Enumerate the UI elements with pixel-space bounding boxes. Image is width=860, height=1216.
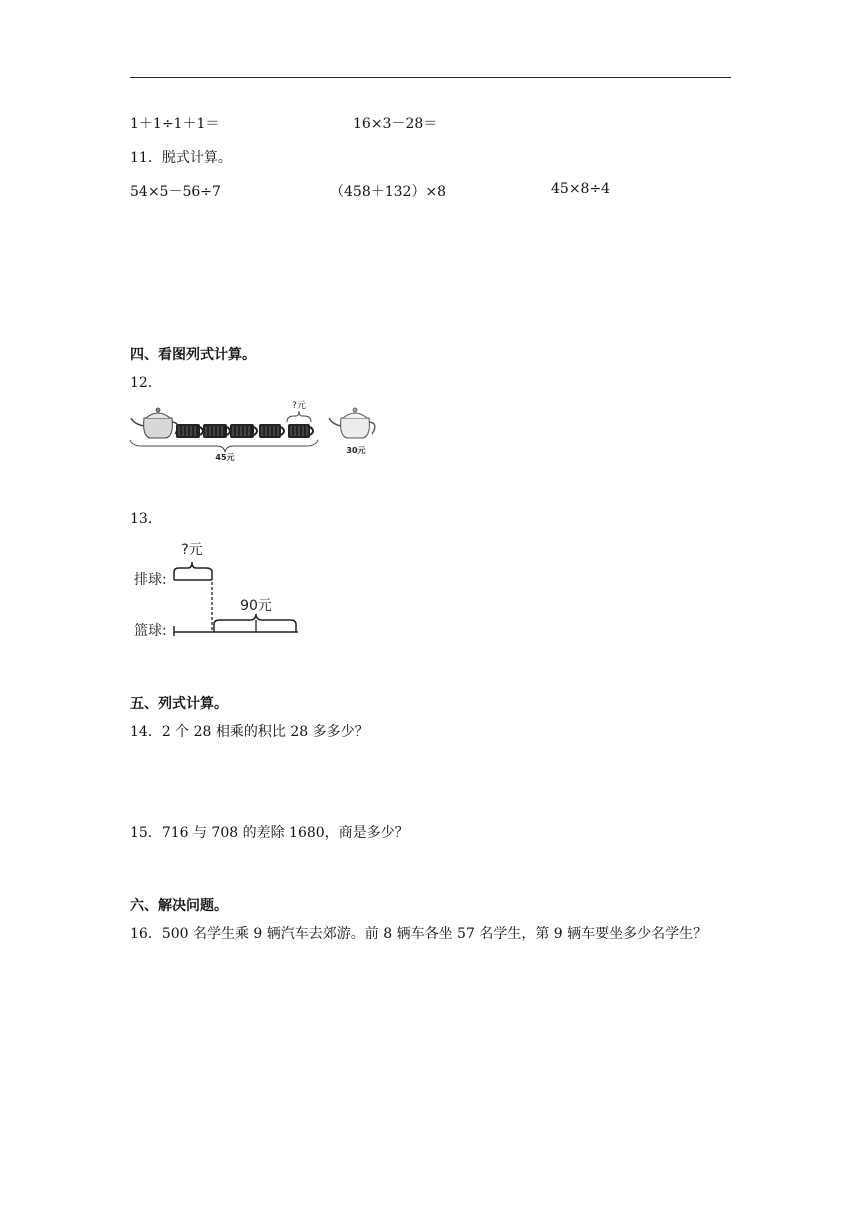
q11-expression-3: 45×8÷4 <box>551 181 611 197</box>
q10-expression-a: 1＋1÷1＋1＝ <box>130 116 220 132</box>
row-label-volleyball: 排球: <box>134 572 167 588</box>
q12-figure <box>128 396 380 462</box>
cup-icon <box>259 424 284 438</box>
q10-expression-b: 16×3－28＝ <box>353 116 438 132</box>
q16-text: 16．500 名学生乘 9 辆汽车去郊游。前 8 辆车各坐 57 名学生，第 9 辆车要坐多少名学生？ <box>130 926 708 942</box>
q11-expression-2: （458＋132）×8 <box>330 184 447 200</box>
teapot-icon <box>329 408 375 438</box>
q11-title: 11．脱式计算。 <box>130 150 232 166</box>
q12-total-label: 45元 <box>215 453 235 462</box>
q12-number: 12． <box>130 375 162 391</box>
q13-number: 13． <box>130 511 162 527</box>
q13-figure <box>132 536 312 642</box>
q14-text: 14．2 个 28 相乘的积比 28 多多少？ <box>130 724 369 740</box>
total-brace <box>130 440 318 452</box>
header-rule <box>130 77 731 78</box>
q13-unknown-label: ?元 <box>181 542 203 558</box>
cup-icon <box>203 424 230 438</box>
cup-icon <box>176 424 203 438</box>
cup-icon <box>230 424 257 438</box>
difference-brace <box>214 614 296 632</box>
row-label-basketball: 篮球: <box>134 623 167 639</box>
q12-teapot-price-label: 30元 <box>346 446 366 455</box>
unknown-brace <box>174 562 212 580</box>
q13-diff-label: 90元 <box>240 598 272 614</box>
unknown-brace <box>287 411 311 422</box>
section5-heading: 五、列式计算。 <box>130 696 228 712</box>
q15-text: 15．716 与 708 的差除 1680，商是多少？ <box>130 825 409 841</box>
cup-icon <box>288 424 313 438</box>
section6-heading: 六、解决问题。 <box>130 898 228 914</box>
teapot-icon <box>131 408 178 438</box>
q12-unknown-label: ?元 <box>292 401 306 411</box>
section4-heading: 四、看图列式计算。 <box>130 347 256 363</box>
q11-expression-1: 54×5－56÷7 <box>130 184 221 200</box>
